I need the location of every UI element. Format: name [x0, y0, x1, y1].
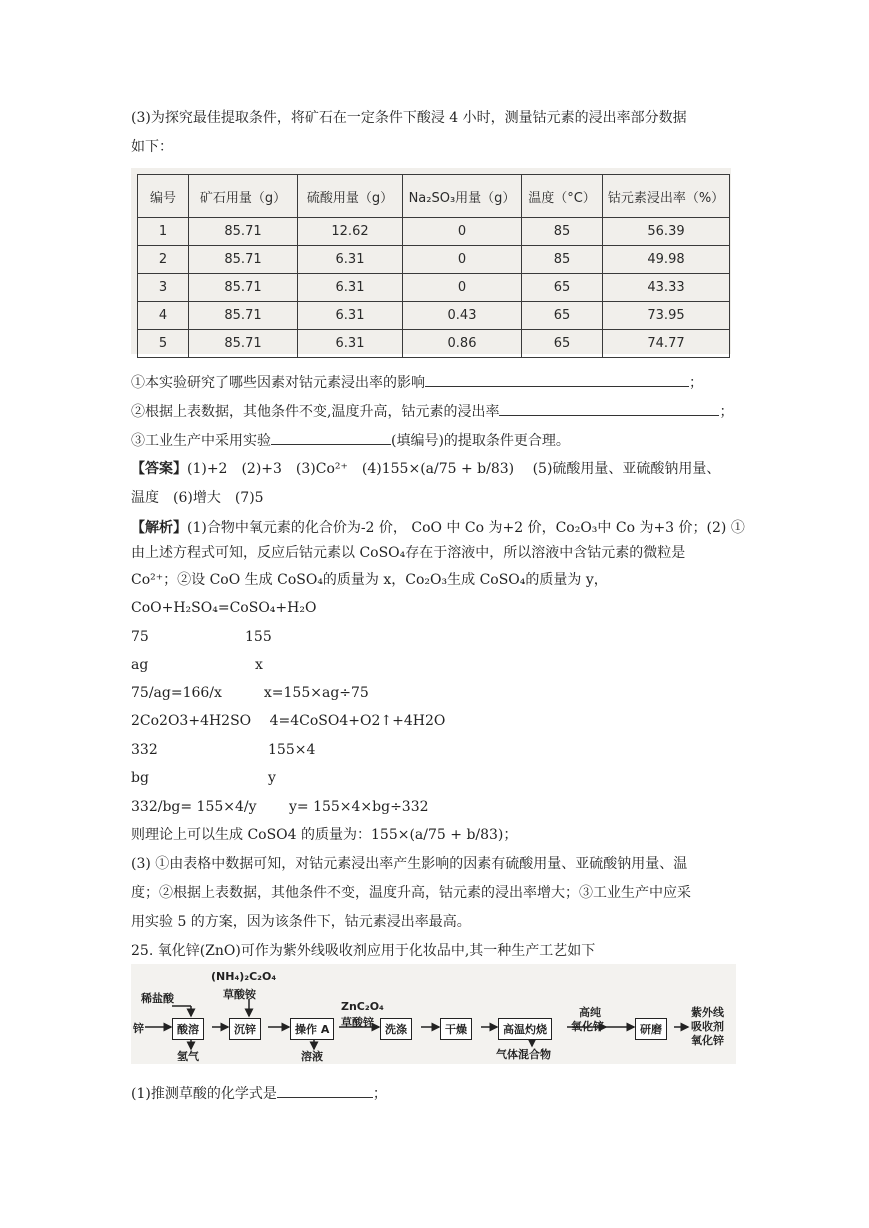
- header-cell: Na₂SO₃用量（g）: [403, 175, 522, 218]
- analysis-line-3: Co²⁺；②设 CoO 生成 CoSO₄的质量为 x，Co₂O₃生成 CoSO₄的质量为 y，: [131, 572, 608, 588]
- answer-blank: [277, 1083, 373, 1098]
- ratio-row-4a: bg: [131, 770, 149, 786]
- question-3-end: (填编号)的提取条件更合理。: [391, 433, 570, 449]
- answer-blank: [271, 430, 391, 445]
- answer-blank: [425, 372, 689, 387]
- table-cell: 6.31: [298, 302, 403, 330]
- flow-hydrogen-label: 氢气: [177, 1050, 199, 1063]
- question-25-1-end: ；: [372, 1086, 387, 1102]
- table-header-row: [138, 175, 730, 218]
- answer-blank: [499, 401, 719, 416]
- process-flow-diagram: [131, 964, 736, 1064]
- ratio-row-2b: x: [255, 657, 263, 673]
- table-cell: 1: [138, 218, 189, 246]
- question-1-end: ；: [689, 375, 703, 391]
- ratio-row-3a: 332: [131, 742, 158, 758]
- equation-2: 2Co2O3+4H2SO 4=4CoSO4+O2↑+4H2O: [131, 713, 446, 729]
- table-cell: 6.31: [298, 330, 403, 358]
- question-25-1: [131, 1083, 387, 1104]
- step-operation-a: 操作 A: [290, 1018, 334, 1040]
- table-cell: 65: [522, 302, 603, 330]
- table-cell: 49.98: [603, 246, 730, 274]
- question-2-end: ；: [719, 404, 734, 420]
- table-cell: 0: [403, 218, 522, 246]
- answer-line-1: [131, 459, 720, 479]
- analysis-line-1: [131, 518, 745, 538]
- flow-output-line3: 氧化锌: [691, 1034, 724, 1047]
- ratio-row-1b: 155: [245, 629, 272, 645]
- header-cell: 编号: [138, 175, 189, 218]
- table-cell: 73.95: [603, 302, 730, 330]
- table-cell: 0.43: [403, 302, 522, 330]
- table-row: [138, 218, 730, 246]
- table-cell: 85.71: [189, 274, 298, 302]
- flow-zinc-label: 锌: [133, 1022, 144, 1035]
- table-cell: 85.71: [189, 246, 298, 274]
- equation-1: CoO+H₂SO₄=CoSO₄+H₂O: [131, 600, 317, 616]
- flow-output-line2: 吸收剂: [691, 1020, 724, 1033]
- table-cell: 65: [522, 330, 603, 358]
- table-cell: 65: [522, 274, 603, 302]
- flow-solution-label: 溶液: [301, 1050, 323, 1063]
- table-cell: 85.71: [189, 302, 298, 330]
- question-25-title: 25. 氧化锌(ZnO)可作为紫外线吸收剂应用于化妆品中,其一种生产工艺如下: [131, 943, 596, 959]
- analysis-line-14: 度；②根据上表数据，其他条件不变，温度升高，钴元素的浸出率增大；③工业生产中应采: [131, 885, 691, 901]
- ratio-row-4b: y: [268, 770, 276, 786]
- table-cell: 85.71: [189, 218, 298, 246]
- table-cell: 3: [138, 274, 189, 302]
- table-cell: 6.31: [298, 246, 403, 274]
- flow-zinc-oxalate-label: 草酸锌: [341, 1016, 374, 1029]
- flow-output-line1: 紫外线: [691, 1006, 724, 1019]
- table-cell: 0: [403, 274, 522, 302]
- flow-ammonium-oxalate-label: 草酸铵: [223, 988, 256, 1001]
- table-cell: 0: [403, 246, 522, 274]
- table-row: [138, 302, 730, 330]
- table-row: [138, 246, 730, 274]
- leaching-data-table: [137, 174, 730, 358]
- table-cell: 85: [522, 246, 603, 274]
- table-cell: 56.39: [603, 218, 730, 246]
- question-3: [131, 430, 570, 451]
- table-row: [138, 274, 730, 302]
- table-cell: 74.77: [603, 330, 730, 358]
- table-cell: 12.62: [298, 218, 403, 246]
- question-1-text: ①本实验研究了哪些因素对钴元素浸出率的影响: [131, 375, 425, 391]
- flow-hcl-label: 稀盐酸: [141, 992, 174, 1005]
- step-calcine: 高温灼烧: [498, 1018, 552, 1040]
- analysis-total: 则理论上可以生成 CoSO4 的质量为：155×(a/75 + b/83)；: [131, 827, 518, 843]
- header-cell: 硫酸用量（g）: [298, 175, 403, 218]
- question-1: [131, 372, 703, 393]
- proportion-2: 332/bg= 155×4/y y= 155×4×bg÷332: [131, 799, 429, 815]
- proportion-1: 75/ag=166/x x=155×ag÷75: [131, 685, 369, 701]
- ratio-row-3b: 155×4: [268, 742, 316, 758]
- analysis-line-2: 由上述方程式可知，反应后钴元素以 CoSO₄存在于溶液中，所以溶液中含钴元素的微粒是: [131, 545, 686, 561]
- flow-ammonium-oxalate-formula: (NH₄)₂C₂O₄: [211, 970, 277, 983]
- header-cell: 温度（°C）: [522, 175, 603, 218]
- flow-gas-mixture-label: 气体混合物: [496, 1048, 551, 1061]
- table-cell: 0.86: [403, 330, 522, 358]
- ratio-row-2a: ag: [131, 657, 149, 673]
- table-cell: 4: [138, 302, 189, 330]
- question-3-text: ③工业生产中采用实验: [131, 433, 271, 449]
- table-cell: 2: [138, 246, 189, 274]
- table-row: [138, 330, 730, 358]
- ratio-row-1a: 75: [131, 629, 149, 645]
- answer-label: 【答案】: [131, 461, 187, 477]
- analysis-line-13: (3) ①由表格中数据可知，对钴元素浸出率产生影响的因素有硫酸用量、亚硫酸钠用量、温: [131, 856, 688, 872]
- analysis-text: (1)合物中氧元素的化合价为-2 价， CoO 中 Co 为+2 价，Co₂O₃中 Co 为+3 价；(2) ①: [187, 520, 745, 536]
- flow-high-purity-label: 高纯: [579, 1006, 601, 1019]
- flow-znc2o4-formula: ZnC₂O₄: [341, 1000, 384, 1013]
- analysis-line-15: 用实验 5 的方案，因为该条件下，钴元素浸出率最高。: [131, 914, 471, 930]
- step-acid-dissolve: 酸溶: [172, 1018, 204, 1040]
- header-cell: 钴元素浸出率（%）: [603, 175, 730, 218]
- answer-text: (1)+2 (2)+3 (3)Co²⁺ (4)155×(a/75 + b/83) (5)硫酸用量、亚硫酸钠用量、: [187, 461, 721, 477]
- step-grind: 研磨: [635, 1018, 667, 1040]
- table-cell: 43.33: [603, 274, 730, 302]
- q3-intro-line2: 如下：: [131, 139, 173, 155]
- question-2: [131, 401, 733, 422]
- data-table-image: [131, 168, 731, 354]
- answer-line-2: 温度 (6)增大 (7)5: [131, 490, 264, 506]
- question-2-text: ②根据上表数据，其他条件不变,温度升高，钴元素的浸出率: [131, 404, 500, 420]
- header-cell: 矿石用量（g）: [189, 175, 298, 218]
- question-25-1-text: (1)推测草酸的化学式是: [131, 1086, 277, 1102]
- step-precipitate-zinc: 沉锌: [229, 1018, 261, 1040]
- table-cell: 85: [522, 218, 603, 246]
- table-cell: 85.71: [189, 330, 298, 358]
- step-dry: 干燥: [440, 1018, 472, 1040]
- table-cell: 6.31: [298, 274, 403, 302]
- analysis-label: 【解析】: [131, 520, 187, 536]
- q3-intro-line1: (3)为探究最佳提取条件，将矿石在一定条件下酸浸 4 小时，测量钴元素的浸出率部分数据: [131, 110, 687, 126]
- step-wash: 洗涤: [380, 1018, 412, 1040]
- flow-zinc-oxide-label: 氧化锌: [571, 1020, 604, 1033]
- table-cell: 5: [138, 330, 189, 358]
